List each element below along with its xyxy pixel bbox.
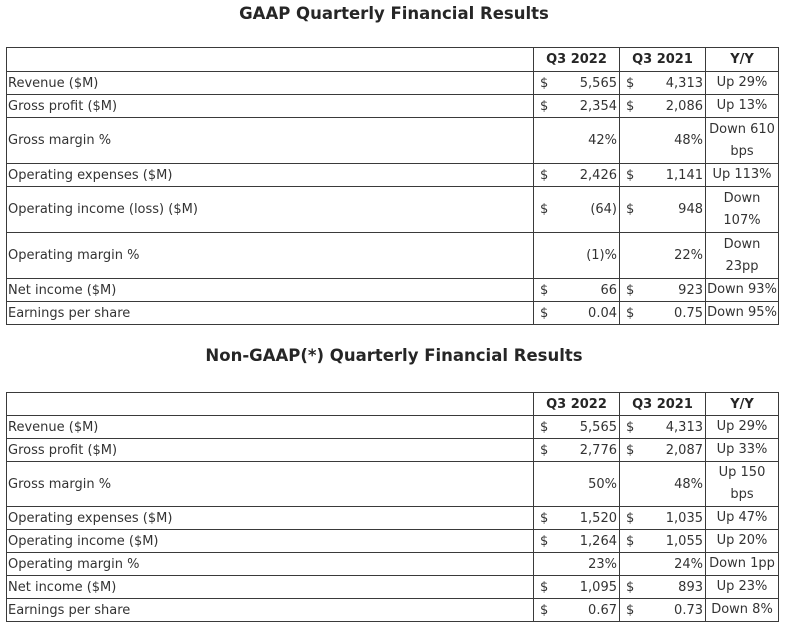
table-row (7, 553, 779, 576)
currency-symbol: $ (540, 202, 549, 217)
row-label: Earnings per share (7, 302, 534, 325)
value-q3-2021 (620, 439, 706, 462)
cell-value: 1,055 (665, 533, 703, 549)
value-q3-2022 (534, 530, 620, 553)
value-q3-2022 (534, 553, 620, 576)
cell-value: 2,087 (665, 442, 703, 458)
table-row (7, 507, 779, 530)
cell-value: 0.67 (588, 602, 617, 618)
row-label: Operating income (loss) ($M) (7, 187, 534, 233)
value-q3-2021 (620, 507, 706, 530)
currency-symbol: $ (540, 75, 549, 91)
value-yy-change: Up 150 bps (706, 462, 779, 507)
value-yy-change: Up 47% (706, 507, 779, 530)
currency-symbol: $ (626, 282, 635, 298)
table-row (7, 164, 779, 187)
table-header-row (7, 48, 779, 72)
header-q3-2021: Q3 2021 (620, 48, 706, 72)
currency-symbol: $ (540, 533, 549, 549)
value-yy-change: Down 23pp (706, 233, 779, 279)
table-row (7, 95, 779, 118)
cell-value: 0.04 (588, 305, 617, 321)
row-label: Net income ($M) (7, 576, 534, 599)
currency-symbol: $ (626, 305, 635, 321)
value-q3-2022 (534, 118, 620, 164)
value-yy-change: Up 23% (706, 576, 779, 599)
currency-symbol: $ (540, 167, 549, 183)
table-row (7, 576, 779, 599)
row-label: Revenue ($M) (7, 72, 534, 95)
value-q3-2022 (534, 302, 620, 325)
cell-value: 66 (600, 282, 617, 298)
value-q3-2021 (620, 599, 706, 622)
gaap-table-title: GAAP Quarterly Financial Results (239, 4, 549, 23)
row-label: Operating income ($M) (7, 530, 534, 553)
value-yy-change: Up 29% (706, 416, 779, 439)
value-q3-2021 (620, 72, 706, 95)
currency-symbol: $ (540, 305, 549, 321)
value-q3-2022 (534, 439, 620, 462)
cell-value: 1,035 (665, 510, 703, 526)
row-label: Operating margin % (7, 233, 534, 279)
header-q3-2022: Q3 2022 (534, 48, 620, 72)
gaap-results-table (6, 47, 779, 325)
currency-symbol: $ (540, 282, 549, 298)
table-row (7, 599, 779, 622)
header-blank (7, 393, 534, 416)
row-label: Net income ($M) (7, 279, 534, 302)
value-yy-change: Up 33% (706, 439, 779, 462)
table-row (7, 302, 779, 325)
cell-value: 2,426 (579, 167, 617, 183)
value-q3-2022 (534, 462, 620, 507)
table-row (7, 416, 779, 439)
value-q3-2022 (534, 416, 620, 439)
value-q3-2021 (620, 530, 706, 553)
currency-symbol: $ (540, 442, 549, 458)
currency-symbol: $ (540, 419, 549, 435)
table-row (7, 439, 779, 462)
value-yy-change: Down 1pp (706, 553, 779, 576)
value-q3-2022 (534, 576, 620, 599)
currency-symbol: $ (626, 167, 635, 183)
currency-symbol: $ (540, 579, 549, 595)
nongaap-table-title: Non-GAAP(*) Quarterly Financial Results (205, 346, 583, 365)
currency-symbol: $ (626, 533, 635, 549)
value-q3-2021 (620, 164, 706, 187)
cell-value: 0.75 (674, 305, 703, 321)
cell-value: 23% (588, 556, 617, 572)
table-header-row (7, 393, 779, 416)
table-row (7, 233, 779, 279)
cell-value: 1,141 (665, 167, 703, 183)
value-q3-2021 (620, 553, 706, 576)
cell-value: 893 (678, 579, 703, 595)
value-yy-change: Down 610 bps (706, 118, 779, 164)
cell-value: 2,776 (579, 442, 617, 458)
header-q3-2021: Q3 2021 (620, 393, 706, 416)
nongaap-results-table (6, 392, 779, 622)
cell-value: (1)% (586, 248, 617, 263)
table-row (7, 72, 779, 95)
value-q3-2021 (620, 416, 706, 439)
row-label: Gross margin % (7, 462, 534, 507)
row-label: Operating expenses ($M) (7, 164, 534, 187)
value-yy-change: Down 8% (706, 599, 779, 622)
row-label: Gross margin % (7, 118, 534, 164)
cell-value: 1,095 (579, 579, 617, 595)
value-q3-2021 (620, 187, 706, 233)
currency-symbol: $ (540, 98, 549, 114)
cell-value: 4,313 (665, 419, 703, 435)
value-q3-2021 (620, 462, 706, 507)
value-yy-change: Up 29% (706, 72, 779, 95)
cell-value: 2,086 (665, 98, 703, 114)
row-label: Revenue ($M) (7, 416, 534, 439)
header-blank (7, 48, 534, 72)
value-q3-2021 (620, 576, 706, 599)
header-q3-2022: Q3 2022 (534, 393, 620, 416)
currency-symbol: $ (626, 442, 635, 458)
cell-value: 1,520 (579, 510, 617, 526)
currency-symbol: $ (540, 602, 549, 618)
cell-value: 2,354 (579, 98, 617, 114)
table-row (7, 187, 779, 233)
value-yy-change: Up 20% (706, 530, 779, 553)
cell-value: 0.73 (674, 602, 703, 618)
row-label: Gross profit ($M) (7, 95, 534, 118)
cell-value: 42% (588, 133, 617, 148)
value-q3-2021 (620, 302, 706, 325)
cell-value: 948 (678, 202, 703, 217)
table-row (7, 462, 779, 507)
table-row (7, 118, 779, 164)
currency-symbol: $ (626, 202, 635, 217)
currency-symbol: $ (626, 75, 635, 91)
cell-value: 4,313 (665, 75, 703, 91)
row-label: Operating margin % (7, 553, 534, 576)
value-yy-change: Down 93% (706, 279, 779, 302)
table-row (7, 279, 779, 302)
cell-value: 50% (588, 476, 617, 492)
row-label: Gross profit ($M) (7, 439, 534, 462)
value-q3-2022 (534, 164, 620, 187)
gaap-table-body (7, 48, 779, 325)
currency-symbol: $ (540, 510, 549, 526)
currency-symbol: $ (626, 602, 635, 618)
header-yy: Y/Y (706, 393, 779, 416)
value-yy-change: Up 113% (706, 164, 779, 187)
value-q3-2022 (534, 599, 620, 622)
row-label: Earnings per share (7, 599, 534, 622)
cell-value: 5,565 (579, 75, 617, 91)
table-row (7, 530, 779, 553)
cell-value: 923 (678, 282, 703, 298)
value-q3-2021 (620, 95, 706, 118)
row-label: Operating expenses ($M) (7, 507, 534, 530)
currency-symbol: $ (626, 510, 635, 526)
header-yy: Y/Y (706, 48, 779, 72)
value-yy-change: Down 107% (706, 187, 779, 233)
value-yy-change: Down 95% (706, 302, 779, 325)
value-q3-2022 (534, 187, 620, 233)
value-q3-2021 (620, 233, 706, 279)
value-q3-2022 (534, 72, 620, 95)
cell-value: 24% (674, 556, 703, 572)
value-q3-2022 (534, 279, 620, 302)
value-q3-2022 (534, 233, 620, 279)
cell-value: (64) (590, 202, 617, 217)
cell-value: 22% (674, 248, 703, 263)
currency-symbol: $ (626, 419, 635, 435)
value-q3-2022 (534, 507, 620, 530)
cell-value: 48% (674, 476, 703, 492)
value-q3-2021 (620, 279, 706, 302)
nongaap-table-body (7, 393, 779, 622)
currency-symbol: $ (626, 98, 635, 114)
cell-value: 48% (674, 133, 703, 148)
value-q3-2022 (534, 95, 620, 118)
cell-value: 5,565 (579, 419, 617, 435)
cell-value: 1,264 (579, 533, 617, 549)
currency-symbol: $ (626, 579, 635, 595)
value-yy-change: Up 13% (706, 95, 779, 118)
value-q3-2021 (620, 118, 706, 164)
